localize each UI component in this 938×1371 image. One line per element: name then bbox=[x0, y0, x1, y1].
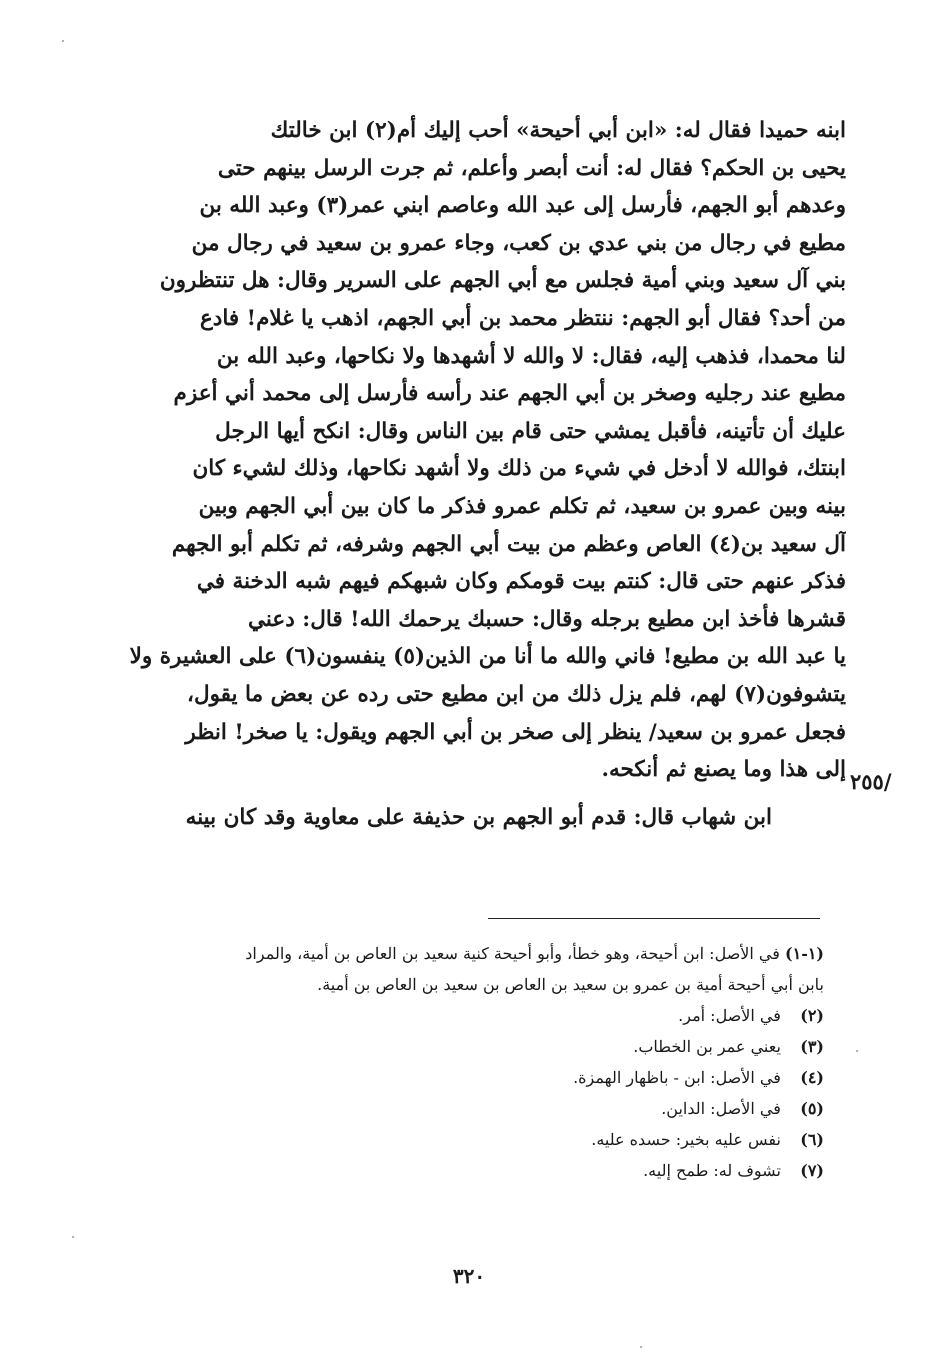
scan-speck bbox=[640, 1346, 642, 1348]
new-paragraph-line: ابن شهاب قال: قدم أبو الجهم بن حذيفة على معاوية وقد كان بينه bbox=[185, 804, 772, 830]
footnote-item bbox=[118, 1093, 824, 1124]
footnote-number: (٤) bbox=[800, 1068, 824, 1087]
footnote-text: في الأصل: ابن أحيحة، وهو خطأ، وأبو أحيحة كنية سعيد بن العاص بن أمية، والمراد bbox=[245, 944, 780, 963]
text-line: آل سعيد بن(٤) العاص وعظم من بيت أبي الجهم وشرفه، ثم تكلم أبو الجهم bbox=[171, 531, 846, 557]
text-line: ابنه حميدا فقال له: «ابن أبي أحيحة» أحب إليك أم(٢) ابن خالتك bbox=[270, 118, 846, 143]
scan-speck bbox=[72, 1236, 74, 1238]
text-line: عليك أن تأتينه، فأقبل يمشي حتى قام بين الناس وقال: انكح أيها الرجل bbox=[215, 418, 846, 444]
text-line: بني آل سعيد وبني أمية فجلس مع أبي الجهم على السرير وقال: هل تنتظرون bbox=[159, 268, 846, 294]
footnote-text: في الأصل: ابن - باظهار الهمزة. bbox=[573, 1068, 781, 1087]
scan-speck bbox=[62, 40, 64, 42]
footnote-divider bbox=[488, 918, 820, 919]
text-line: قشرها فأخذ ابن مطيع برجله وقال: حسبك يرحمك الله! قال: دعني bbox=[248, 606, 846, 632]
main-text-block bbox=[118, 112, 846, 836]
text-line: إلى هذا وما يصنع ثم أنكحه. bbox=[601, 757, 846, 783]
footnote-number: (٢) bbox=[800, 1006, 824, 1025]
footnote-number: (٥) bbox=[800, 1099, 824, 1118]
footnote-text: تشوف له: طمح إليه. bbox=[643, 1161, 781, 1180]
footnote-item bbox=[118, 938, 824, 969]
footnote-item bbox=[118, 1000, 824, 1031]
scan-speck bbox=[856, 1050, 858, 1052]
text-line: فجعل عمرو بن سعيد/ ينظر إلى صخر بن أبي الجهم ويقول: يا صخر! انظر bbox=[185, 719, 846, 745]
footnote-text: يعني عمر بن الخطاب. bbox=[633, 1037, 781, 1056]
footnote-item bbox=[118, 1155, 824, 1186]
page-number: ٣٢٠ bbox=[452, 1264, 486, 1288]
margin-page-reference: /٢٥٥ bbox=[850, 769, 892, 794]
footnote-item bbox=[118, 1124, 824, 1155]
text-line: مطيع عند رجليه وصخر بن أبي الجهم عند رأسه فأرسل إلى محمد أني أعزم bbox=[173, 381, 846, 407]
footnote-number: (٧) bbox=[800, 1161, 824, 1180]
text-line: يتشوفون(٧) لهم، فلم يزل ذلك من ابن مطيع حتى رده عن بعض ما يقول، bbox=[187, 681, 846, 707]
text-line: بينه وبين عمرو بن سعيد، ثم تكلم عمرو فذكر ما كان بين أبي الجهم وبين bbox=[198, 493, 846, 519]
text-line: ابنتك، فوالله لا أدخل في شيء من ذلك ولا أشهد نكاحها، وذلك لشيء كان bbox=[192, 456, 846, 482]
text-line: من أحد؟ فقال أبو الجهم: ننتظر محمد بن أبي الجهم، اذهب يا غلام! فادع bbox=[199, 305, 846, 331]
footnote-continuation: بابن أبي أحيحة أمية بن عمرو بن سعيد بن العاص بن سعيد بن العاص بن أمية. bbox=[317, 975, 824, 994]
footnote-number: (٣) bbox=[800, 1037, 824, 1056]
footnote-number: (٦) bbox=[800, 1130, 824, 1149]
footnote-text: في الأصل: الداين. bbox=[661, 1099, 781, 1118]
footnote-text: في الأصل: أمر. bbox=[678, 1006, 781, 1025]
footnote-number: (١-١) bbox=[785, 944, 824, 963]
text-line: يحيى بن الحكم؟ فقال له: أنت أبصر وأعلم، ثم جرت الرسل بينهم حتى bbox=[217, 155, 846, 181]
text-line: وعدهم أبو الجهم، فأرسل إلى عبد الله وعاصم ابني عمر(٣) وعبد الله بن bbox=[199, 193, 846, 219]
text-line: مطيع في رجال من بني عدي بن كعب، وجاء عمرو بن سعيد في رجال من bbox=[191, 230, 846, 256]
text-line: لنا محمدا، فذهب إليه، فقال: لا والله لا أشهدها ولا نكاحها، وعبد الله بن bbox=[216, 343, 846, 369]
footnote-item bbox=[118, 1031, 824, 1062]
text-line: فذكر عنهم حتى قال: كنتم بيت قومكم وكان شبهكم فيهم شبه الدخنة في bbox=[196, 569, 846, 595]
footnote-item bbox=[118, 1062, 824, 1093]
footnote-text: نفس عليه بخير: حسده عليه. bbox=[591, 1130, 781, 1149]
text-line: يا عبد الله بن مطيع! فاني والله ما أنا من الذين(٥) ينفسون(٦) على العشيرة ولا bbox=[129, 644, 846, 670]
footnotes bbox=[118, 938, 824, 1186]
